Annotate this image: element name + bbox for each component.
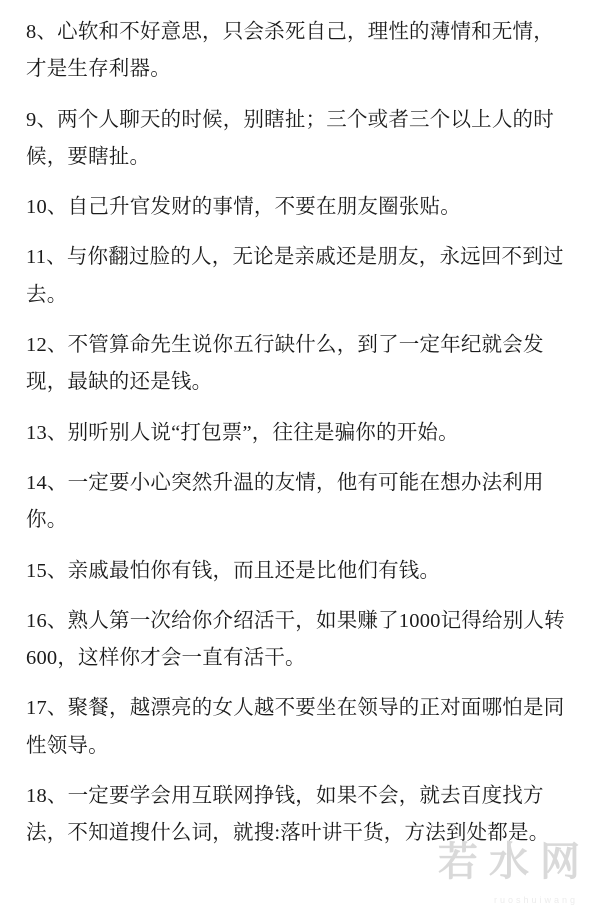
paragraph: 15、亲戚最怕你有钱，而且还是比他们有钱。	[26, 559, 441, 582]
paragraph: 11、与你翻过脸的人，无论是亲戚还是朋友，永远回不到过去。	[26, 246, 564, 306]
paragraph: 18、一定要学会用互联网挣钱，如果不会，就去百度找方法，不知道搜什么词，就搜:落叶讲干货，方法到处都是。	[26, 785, 550, 845]
paragraph: 9、两个人聊天的时候，别瞎扯；三个或者三个以上人的时候，要瞎扯。	[26, 108, 554, 168]
watermark-char: 网	[540, 839, 582, 884]
paragraph: 12、不管算命先生说你五行缺什么，到了一定年纪就会发现，最缺的还是钱。	[26, 334, 544, 394]
paragraph: 17、聚餐，越漂亮的女人越不要坐在领导的正对面哪怕是同性领导。	[26, 697, 565, 757]
paragraph: 14、一定要小心突然升温的友情，他有可能在想办法利用你。	[26, 471, 544, 532]
paragraph: 13、别听别人说“打包票”，往往是骗你的开始。	[26, 421, 459, 444]
paragraph: 16、熟人第一次给你介绍活干，如果赚了1000记得给别人转600，这样你才会一直有活干。	[26, 609, 565, 670]
watermark-char: 若	[438, 839, 480, 884]
watermark-subtext: ruoshuiwang	[493, 895, 578, 905]
paragraph: 8、心软和不好意思，只会杀死自己，理性的薄情和无情，才是生存利器。	[26, 21, 554, 81]
watermark-char: 水	[489, 839, 531, 884]
paragraph: 10、自己升官发财的事情，不要在朋友圈张贴。	[26, 196, 461, 219]
